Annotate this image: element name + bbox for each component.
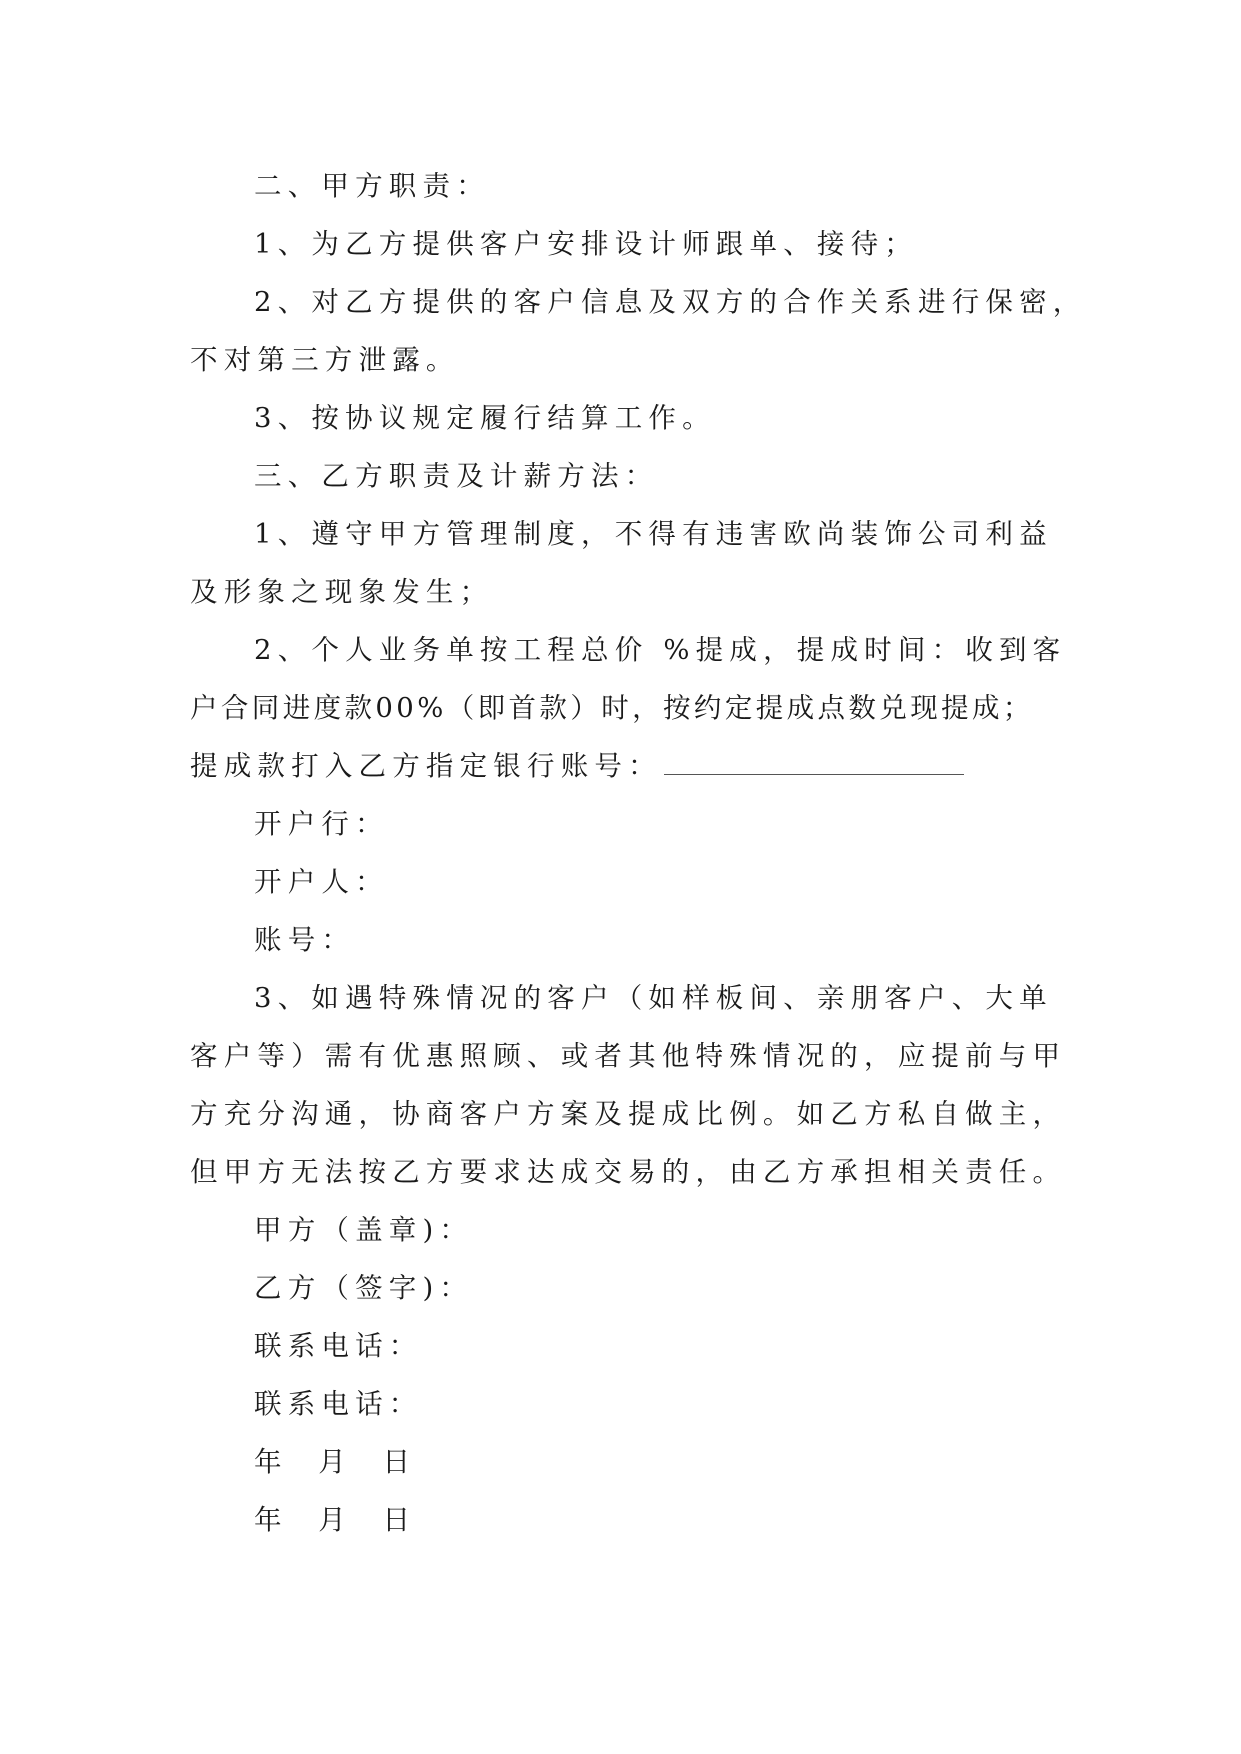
party-b-phone-label: 联系电话： <box>254 1388 423 1420</box>
paragraph-line: 方充分沟通，协商客户方案及提成比例。如乙方私自做主， <box>190 1098 1067 1130</box>
paragraph-line: 3、按协议规定履行结算工作。 <box>254 402 716 434</box>
bank-account-label: 提成款打入乙方指定银行账号： <box>190 750 662 782</box>
account-holder-label: 开户人： <box>254 866 389 898</box>
paragraph-line: 2、对乙方提供的客户信息及双方的合作关系进行保密， <box>254 286 1087 318</box>
party-a-phone-label: 联系电话： <box>254 1330 423 1362</box>
paragraph-line: 但甲方无法按乙方要求达成交易的，由乙方承担相关责任。 <box>190 1156 1067 1188</box>
paragraph-line: 客户等）需有优惠照顾、或者其他特殊情况的，应提前与甲 <box>190 1040 1067 1072</box>
account-number-label: 账号： <box>254 924 356 956</box>
bank-account-blank <box>664 754 964 775</box>
bank-account-line <box>190 748 964 784</box>
date-line-party-b: 年 月 日 <box>254 1504 424 1536</box>
paragraph-line: 1、遵守甲方管理制度，不得有违害欧尚装饰公司利益 <box>254 518 1053 550</box>
paragraph-line: 2、个人业务单按工程总价 %提成，提成时间：收到客 <box>254 634 1067 666</box>
paragraph-line: 1、为乙方提供客户安排设计师跟单、接待； <box>254 228 918 260</box>
party-b-signature-label: 乙方（签字)： <box>254 1272 474 1304</box>
paragraph-line: 3、如遇特殊情况的客户（如样板间、亲朋客户、大单 <box>254 982 1053 1014</box>
section-heading-party-a-duties: 二、甲方职责： <box>254 170 490 202</box>
bank-name-label: 开户行： <box>254 808 389 840</box>
date-line-party-a: 年 月 日 <box>254 1446 424 1478</box>
section-heading-party-b-duties: 三、乙方职责及计薪方法： <box>254 460 659 492</box>
party-a-seal-label: 甲方（盖章)： <box>254 1214 474 1246</box>
paragraph-line: 户合同进度款00%（即首款）时，按约定提成点数兑现提成； <box>190 692 1034 724</box>
paragraph-line: 不对第三方泄露。 <box>190 344 460 376</box>
paragraph-line: 及形象之现象发生； <box>190 576 494 608</box>
